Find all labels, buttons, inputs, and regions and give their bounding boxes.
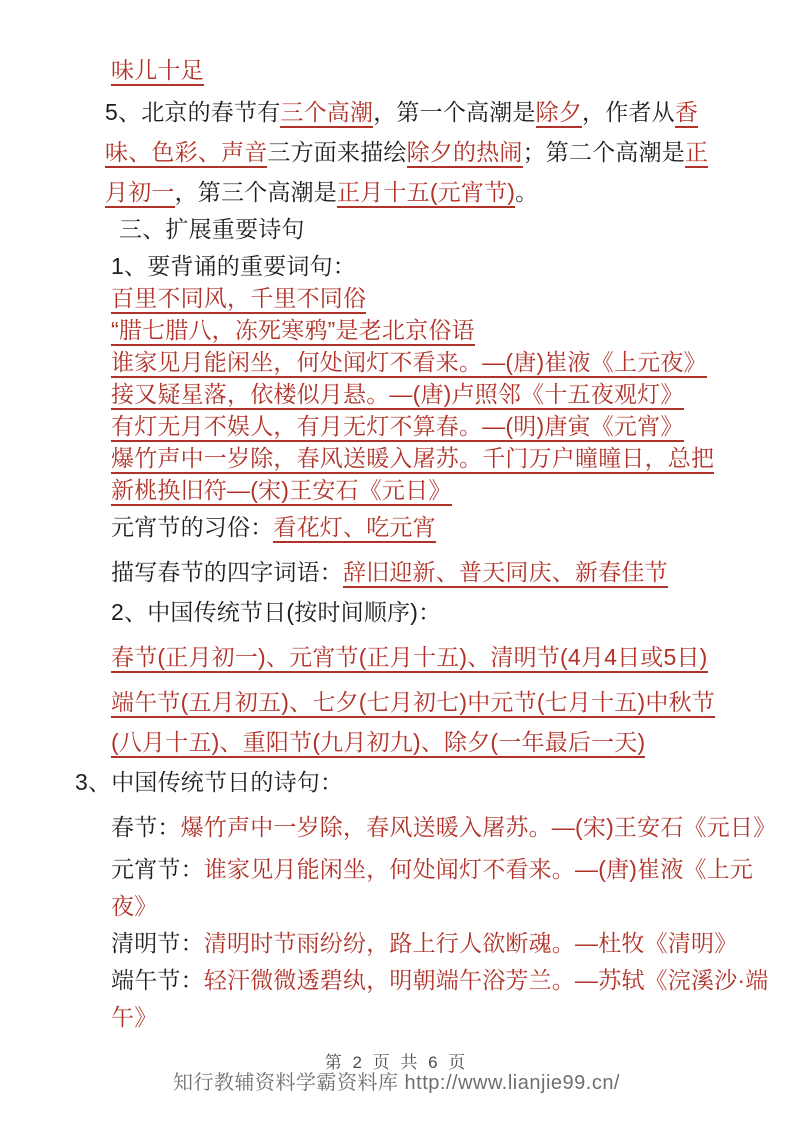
body-text: 。 <box>515 179 539 205</box>
highlighted-underlined-text: 接又疑星落，依楼似月悬。—(唐)卢照邻《十五夜观灯》 <box>111 381 684 410</box>
body-text: 三、扩展重要诗句 <box>119 216 305 242</box>
text-line <box>111 1002 763 1032</box>
text-line <box>111 251 763 281</box>
highlighted-underlined-text: 爆竹声中一岁除，春风送暖入屠苏。千门万户曈曈日，总把 <box>111 445 714 474</box>
highlighted-underlined-text: 三个高潮 <box>280 99 373 128</box>
text-line <box>111 411 763 441</box>
body-text: 元宵节： <box>111 856 204 882</box>
text-line <box>111 315 763 345</box>
highlighted-text: 谁家见月能闲坐，何处闻灯不看来。—(唐)崔液《上元 <box>203 856 754 882</box>
text-line <box>111 812 777 842</box>
highlighted-underlined-text: (八月十五)、重阳节(九月初九)、除夕(一年最后一天) <box>111 729 645 758</box>
text-line <box>111 443 763 473</box>
body-text: 3、中国传统节日的诗句： <box>75 769 344 795</box>
highlighted-text: 爆竹声中一岁除，春风送暖入屠苏。—(宋)王安石《元日》 <box>180 814 777 840</box>
text-line <box>75 767 763 797</box>
page-number: 第 2 页 共 6 页 <box>324 1053 469 1072</box>
text-line <box>111 687 763 717</box>
highlighted-underlined-text: 香 <box>675 99 698 128</box>
highlighted-underlined-text: “腊七腊八，冻死寒鸦”是老北京俗语 <box>111 317 475 346</box>
highlighted-underlined-text: 味儿十足 <box>111 57 204 86</box>
highlighted-underlined-text: 味、色彩、声音 <box>105 139 267 168</box>
highlighted-underlined-text: 有灯无月不娱人，有月无灯不算春。—(明)唐寅《元宵》 <box>111 413 684 442</box>
highlighted-underlined-text: 春节(正月初一)、元宵节(正月十五)、清明节(4月4日或5日) <box>111 644 708 673</box>
text-line <box>111 928 763 958</box>
body-text: ，作者从 <box>582 99 675 125</box>
text-line <box>119 214 763 244</box>
text-line <box>111 727 763 757</box>
text-line <box>111 597 763 627</box>
text-line <box>111 642 763 672</box>
body-text: 三方面来描绘 <box>267 139 407 165</box>
highlighted-text: 午》 <box>111 1004 158 1030</box>
text-line <box>111 854 763 884</box>
body-text: 清明节： <box>111 930 204 956</box>
highlighted-underlined-text: 辞旧迎新、普天同庆、新春佳节 <box>343 559 668 588</box>
highlighted-underlined-text: 新桃换旧符—(宋)王安石《元日》 <box>111 477 452 506</box>
text-line <box>111 965 769 995</box>
text-line <box>111 379 763 409</box>
body-text: ；第二个高潮是 <box>522 139 686 165</box>
text-line <box>111 55 763 85</box>
body-text: 1、要背诵的重要词句： <box>111 253 356 279</box>
body-text: 2、中国传统节日(按时间顺序)： <box>111 599 442 625</box>
highlighted-underlined-text: 除夕 <box>536 99 582 128</box>
body-text: ，第三个高潮是 <box>174 179 338 205</box>
highlighted-underlined-text: 端午节(五月初五)、七夕(七月初七)中元节(七月十五)中秋节 <box>111 689 715 718</box>
text-line <box>105 137 763 167</box>
highlighted-underlined-text: 正 <box>685 139 708 168</box>
text-line <box>111 557 763 587</box>
highlighted-text: 清明时节雨纷纷，路上行人欲断魂。—杜牧《清明》 <box>203 930 738 956</box>
text-line <box>111 512 763 542</box>
watermark-link[interactable]: 知行教辅资料学霸资料库 http://www.lianjie99.cn/ <box>173 1072 620 1094</box>
highlighted-underlined-text: 看花灯、吃元宵 <box>273 514 435 543</box>
body-text: 描写春节的四字词语： <box>111 559 343 585</box>
body-text: 端午节： <box>111 967 204 993</box>
text-line <box>111 283 763 313</box>
highlighted-underlined-text: 百里不同风，千里不同俗 <box>111 285 366 314</box>
highlighted-text: 轻汗微微透碧纨，明朝端午浴芳兰。—苏轼《浣溪沙·端 <box>203 967 769 993</box>
text-line <box>105 97 763 127</box>
body-text: 春节： <box>111 814 181 840</box>
text-line <box>111 475 763 505</box>
body-text: 5、北京的春节有 <box>105 99 281 125</box>
highlighted-underlined-text: 月初一 <box>105 179 175 208</box>
highlighted-underlined-text: 谁家见月能闲坐，何处闻灯不看来。—(唐)崔液《上元夜》 <box>111 349 707 378</box>
page-footer <box>0 1048 793 1095</box>
body-text: 元宵节的习俗： <box>111 514 274 540</box>
highlighted-underlined-text: 正月十五(元宵节) <box>337 179 515 208</box>
text-line <box>105 177 763 207</box>
highlighted-underlined-text: 除夕的热闹 <box>407 139 523 168</box>
highlighted-text: 夜》 <box>111 893 158 919</box>
text-line <box>111 891 763 921</box>
text-line <box>111 347 763 377</box>
body-text: ，第一个高潮是 <box>373 99 536 125</box>
